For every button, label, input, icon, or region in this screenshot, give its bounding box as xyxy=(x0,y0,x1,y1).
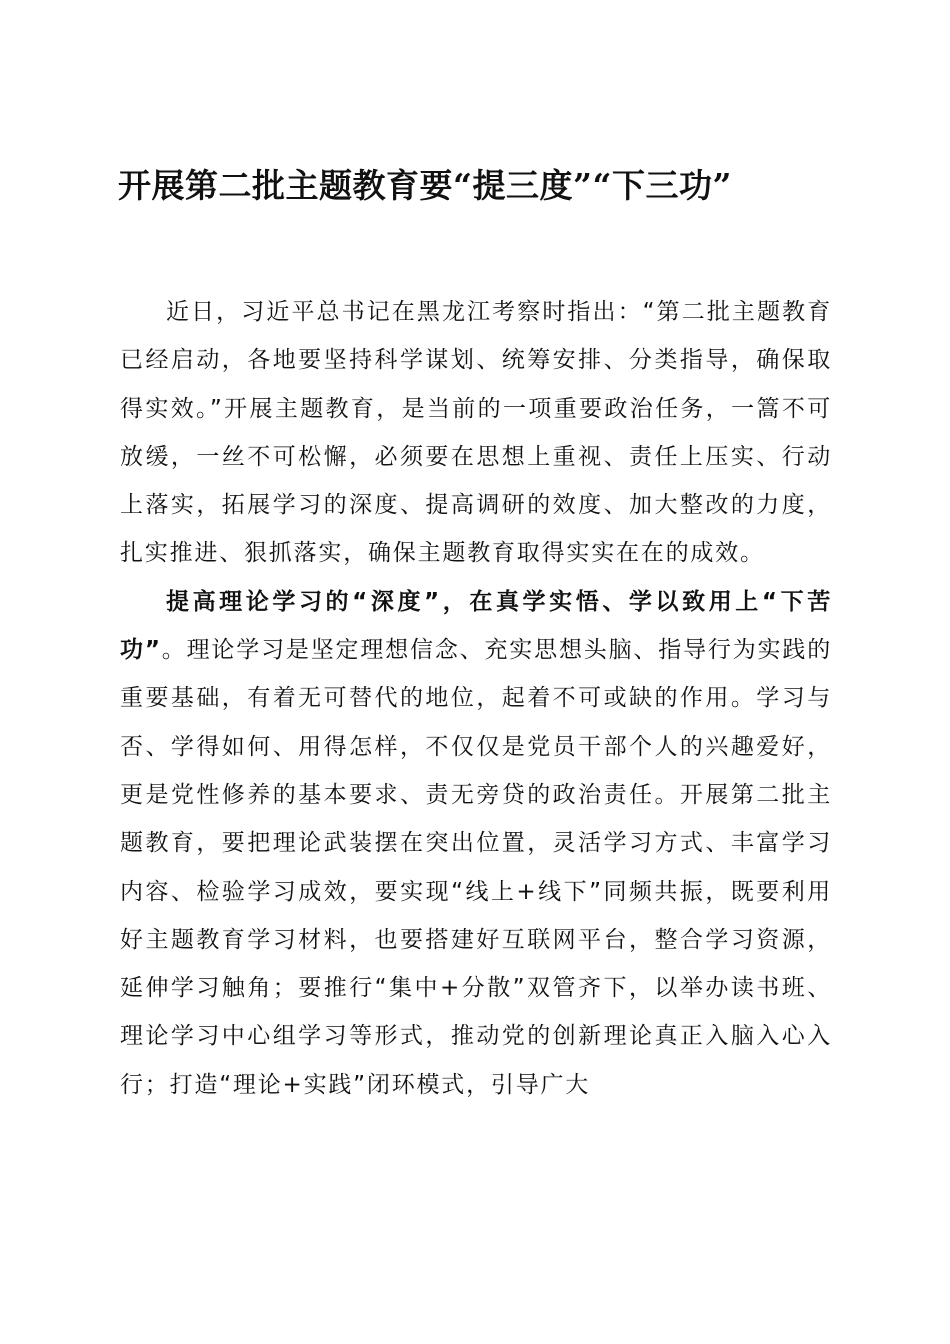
paragraph-theory-study-heading: 提高理论学习的“深度”，在真学实悟、学以致用上“下苦功” xyxy=(120,588,832,664)
paragraph-theory-study xyxy=(120,578,832,1109)
document-title: 开展第二批主题教育要“提三度”“下三功” xyxy=(118,166,732,205)
paragraph-theory-study-text: 。理论学习是坚定理想信念、充实思想头脑、指导行为实践的重要基础，有着无可替代的地位，起着不可或缺的作用。学习与否、学得如何、用得怎样，不仅仅是党员干部个人的兴趣爱好，更是党性修养的基本要求、责无旁贷的政治责任。开展第二批主题教育，要把理论武装摆在突出位置，灵活学习方式、丰富学习内容、检验学习成效，要实现“线上+线下”同频共振，既要利用好主题教育学习材料，也要搭建好互联网平台，整合学习资源，延伸学习触角；要推行“集中+分散”双管齐下，以举办读书班、理论学习中心组学习等形式，推动党的创新理论真正入脑入心入行；打造“理论+实践”闭环模式，引导广大 xyxy=(120,637,832,1098)
document-body xyxy=(120,288,832,1109)
paragraph-intro-text: 近日，习近平总书记在黑龙江考察时指出：“第二批主题教育已经启动，各地要坚持科学谋划、统筹安排、分类指导，确保取得实效。”开展主题教育，是当前的一项重要政治任务，一篙不可放缓，一丝不可松懈，必须要在思想上重视、责任上压实、行动上落实，拓展学习的深度、提高调研的效度、加大整改的力度，扎实推进、狠抓落实，确保主题教育取得实实在在的成效。 xyxy=(120,299,832,567)
paragraph-intro xyxy=(120,288,832,578)
